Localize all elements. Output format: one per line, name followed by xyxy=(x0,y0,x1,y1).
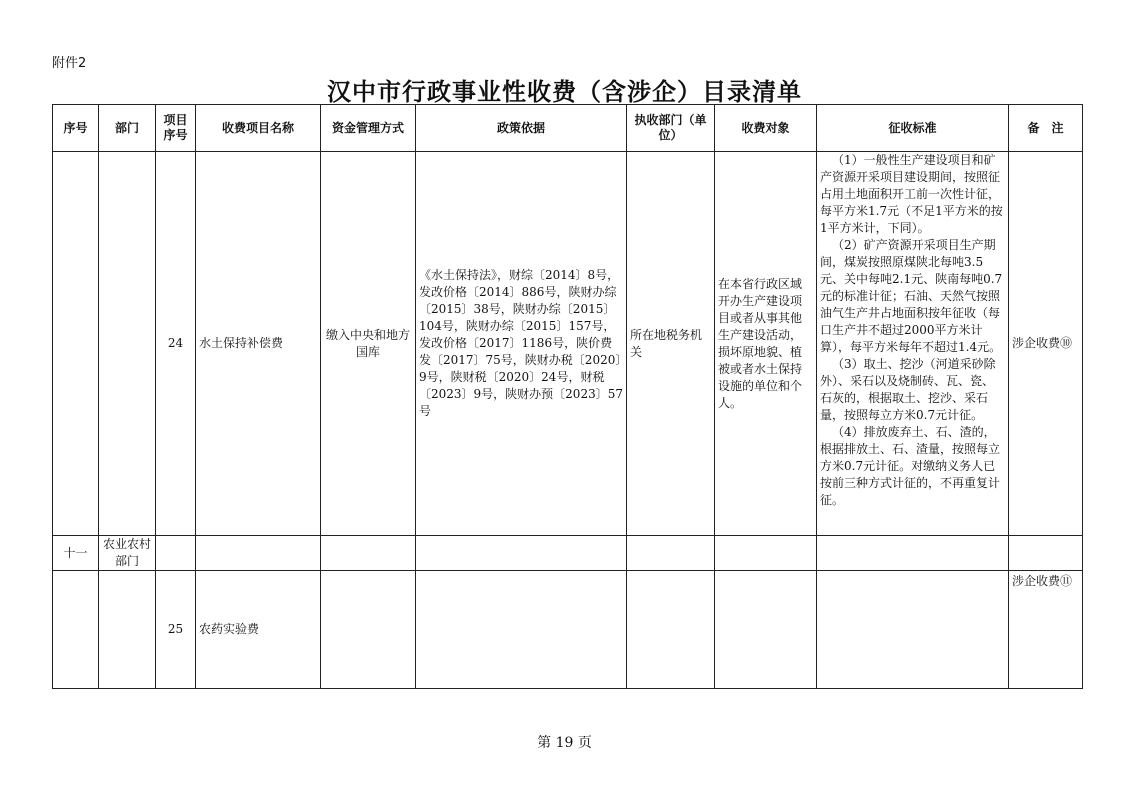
cell-collector xyxy=(627,536,715,571)
cell-seq: 十一 xyxy=(53,536,99,571)
standard-clause: （1）一般性生产建设项目和矿产资源开采项目建设期间，按照征占用土地面积开工前一次性计征，每平方米1.7元（不足1平方米的按1平方米计，下同）。 xyxy=(820,153,1003,235)
cell-item-seq: 25 xyxy=(156,571,196,689)
header-standard: 征收标准 xyxy=(817,105,1009,152)
header-item-name: 收费项目名称 xyxy=(196,105,321,152)
header-target: 收费对象 xyxy=(715,105,817,152)
cell-remark: 涉企收费⑩ xyxy=(1009,152,1083,536)
page-number: 第 19 页 xyxy=(537,735,592,751)
cell-standard xyxy=(817,536,1009,571)
header-dept: 部门 xyxy=(99,105,156,152)
cell-target xyxy=(715,571,817,689)
page-title: 汉中市行政事业性收费（含涉企）目录清单 xyxy=(327,78,802,106)
standard-clause: （3）取土、挖沙（河道采砂除外）、采石以及烧制砖、瓦、瓷、石灰的，根据取土、挖沙、采石量，按照每立方米0.7元计征。 xyxy=(820,357,996,422)
cell-remark xyxy=(1009,536,1083,571)
cell-dept xyxy=(99,152,156,536)
fee-catalog-table xyxy=(52,104,1083,689)
cell-fund-mgmt: 缴入中央和地方国库 xyxy=(321,152,416,536)
header-item-seq: 项目序号 xyxy=(156,105,196,152)
header-policy: 政策依据 xyxy=(416,105,627,152)
cell-policy xyxy=(416,536,627,571)
cell-fund-mgmt xyxy=(321,536,416,571)
header-collector: 执收部门（单位） xyxy=(627,105,715,152)
cell-seq xyxy=(53,152,99,536)
table-row xyxy=(53,152,1083,536)
cell-standard xyxy=(817,571,1009,689)
standard-clause: （4）排放废弃土、石、渣的，根据排放土、石、渣量，按照每立方米0.7元计征。对缴纳义务人已按前三种方式计征的，不再重复计征。 xyxy=(820,425,1001,507)
cell-collector: 所在地税务机关 xyxy=(627,152,715,536)
cell-remark: 涉企收费⑪ xyxy=(1009,571,1083,689)
cell-collector xyxy=(627,571,715,689)
table-row xyxy=(53,536,1083,571)
cell-standard xyxy=(817,152,1009,536)
header-row xyxy=(53,105,1083,152)
header-remark: 备 注 xyxy=(1009,105,1083,152)
cell-seq xyxy=(53,571,99,689)
cell-item-seq xyxy=(156,536,196,571)
header-seq: 序号 xyxy=(53,105,99,152)
cell-dept xyxy=(99,571,156,689)
header-fund-mgmt: 资金管理方式 xyxy=(321,105,416,152)
cell-target xyxy=(715,536,817,571)
cell-policy: 《水土保持法》，财综〔2014〕8号，发改价格〔2014〕886号，陕财办综〔2015〕38号，陕财办综〔2015〕104号，陕财办综〔2015〕157号，发改价格〔2017〕1186号，陕价费发〔2017〕75号，陕财办税〔2020〕9号，陕财税〔2020〕24号，财税〔2023〕9号，陕财办预〔2023〕57号 xyxy=(416,152,627,536)
cell-item-name: 农药实验费 xyxy=(196,571,321,689)
cell-item-seq: 24 xyxy=(156,152,196,536)
cell-target: 在本省行政区域开办生产建设项目或者从事其他生产建设活动，损坏原地貌、植被或者水土保持设施的单位和个人。 xyxy=(715,152,817,536)
cell-item-name xyxy=(196,536,321,571)
cell-item-name: 水土保持补偿费 xyxy=(196,152,321,536)
cell-policy xyxy=(416,571,627,689)
attachment-label: 附件2 xyxy=(52,56,87,71)
cell-dept: 农业农村部门 xyxy=(99,536,156,571)
cell-fund-mgmt xyxy=(321,571,416,689)
standard-clause: （2）矿产资源开采项目生产期间，煤炭按照原煤陕北每吨3.5元、关中每吨2.1元、陕南每吨0.7元的标准计征；石油、天然气按照油气生产井占地面积按年征收（每口生产井不超过2000平方米计算），每平方米每年不超过1.4元。 xyxy=(820,238,1003,354)
table-row xyxy=(53,571,1083,689)
